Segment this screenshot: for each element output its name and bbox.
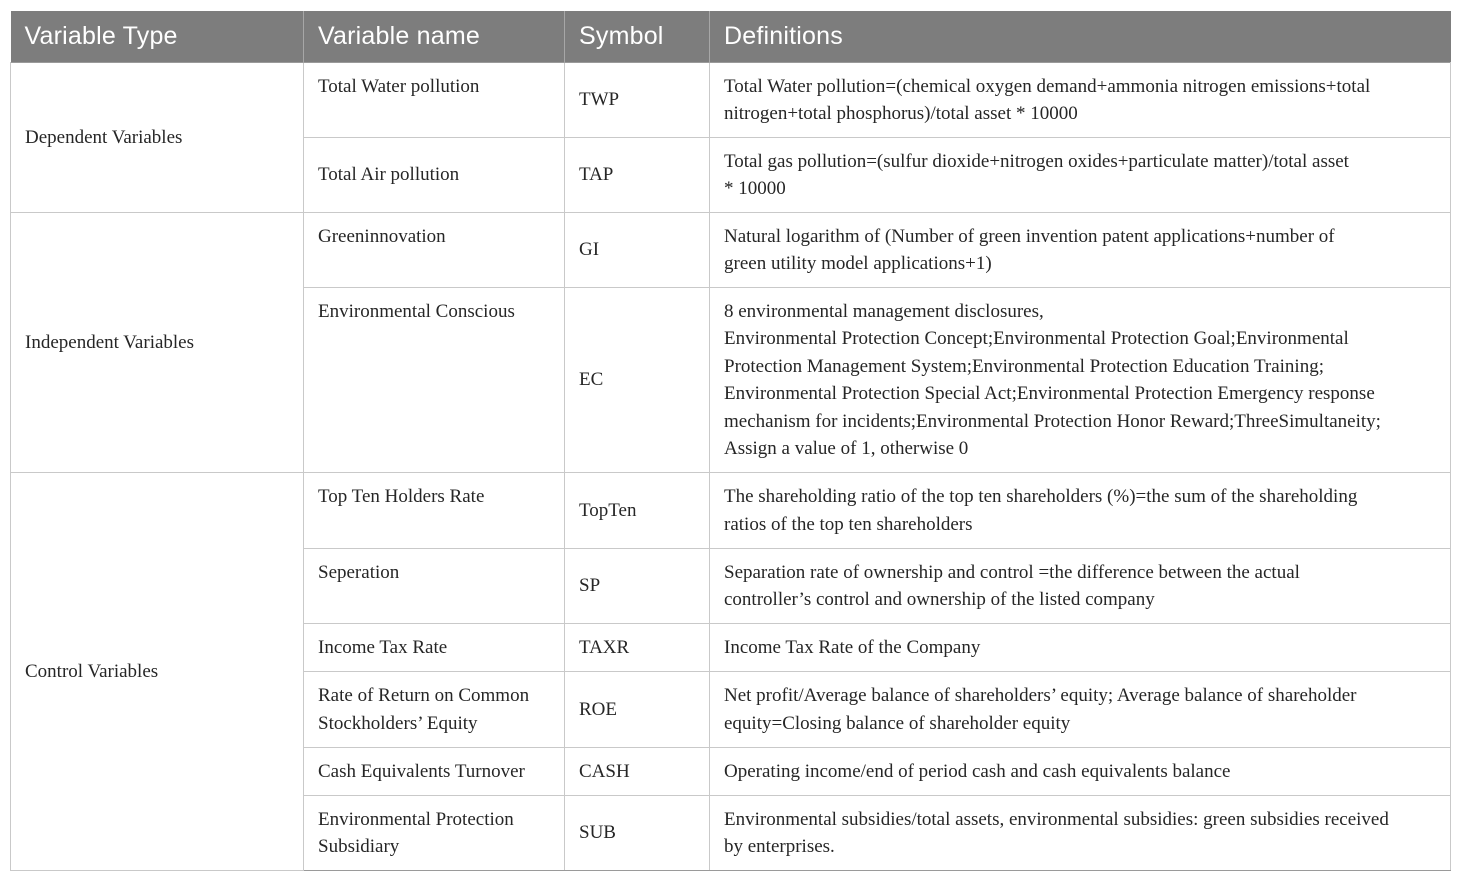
table-row <box>11 473 1451 549</box>
symbol-cell: TAP <box>565 138 710 213</box>
variable-type-cell: Control Variables <box>11 473 304 871</box>
definition-cell <box>710 549 1451 624</box>
symbol-cell: EC <box>565 288 710 473</box>
variable-type-cell: Independent Variables <box>11 213 304 473</box>
variable-name-cell: Top Ten Holders Rate <box>304 473 565 549</box>
definition-line: * 10000 <box>724 178 786 199</box>
symbol-cell: TopTen <box>565 473 710 549</box>
variable-name-cell: Environmental Conscious <box>304 288 565 473</box>
definition-line: mechanism for incidents;Environmental Protection Honor Reward;ThreeSimultaneity; <box>724 410 1381 432</box>
definition-line: Income Tax Rate of the Company <box>724 636 981 658</box>
header-variable-name: Variable name <box>304 11 565 63</box>
definition-cell <box>710 624 1451 672</box>
definition-line: Separation rate of ownership and control =the difference between the actual <box>724 561 1300 583</box>
definition-cell <box>710 672 1451 748</box>
definition-cell <box>710 796 1451 871</box>
definition-line: Environmental Protection Concept;Environmental Protection Goal;Environmental <box>724 328 1349 349</box>
definition-line: Protection Management System;Environmental Protection Education Training; <box>724 355 1324 377</box>
variable-name-cell: Greeninnovation <box>304 213 565 288</box>
variable-name-cell: Total Air pollution <box>304 138 565 213</box>
variable-name-cell: Cash Equivalents Turnover <box>304 748 565 796</box>
definition-cell <box>710 213 1451 288</box>
table-row <box>11 63 1451 138</box>
symbol-cell: GI <box>565 213 710 288</box>
header-definitions: Definitions <box>710 11 1451 63</box>
definition-line: Assign a value of 1, otherwise 0 <box>724 438 969 459</box>
definition-line: 8 environmental management disclosures, <box>724 300 1044 322</box>
variable-name-cell: Environmental Protection Subsidiary <box>304 796 565 871</box>
table-header <box>11 11 1451 63</box>
symbol-cell: TAXR <box>565 624 710 672</box>
variable-name-cell: Rate of Return on Common Stockholders’ Equity <box>304 672 565 748</box>
variable-name-cell: Seperation <box>304 549 565 624</box>
header-symbol: Symbol <box>565 11 710 63</box>
symbol-cell: TWP <box>565 63 710 138</box>
definition-line: equity=Closing balance of shareholder equity <box>724 712 1071 734</box>
symbol-cell: SUB <box>565 796 710 871</box>
definition-cell <box>710 288 1451 473</box>
definition-line: green utility model applications+1) <box>724 253 992 274</box>
definition-line: Total gas pollution=(sulfur dioxide+nitrogen oxides+particulate matter)/total asset <box>724 150 1349 172</box>
symbol-cell: ROE <box>565 672 710 748</box>
symbol-cell: SP <box>565 549 710 624</box>
table-body <box>11 63 1451 871</box>
definition-cell <box>710 473 1451 549</box>
definition-line: by enterprises. <box>724 836 835 857</box>
definition-line: nitrogen+total phosphorus)/total asset * 10000 <box>724 103 1078 124</box>
definition-line: controller’s control and ownership of the listed company <box>724 589 1155 610</box>
definition-line: ratios of the top ten shareholders <box>724 513 973 535</box>
table-row <box>11 213 1451 288</box>
variables-table <box>10 11 1451 871</box>
definition-line: Net profit/Average balance of shareholders’ equity; Average balance of shareholder <box>724 685 1357 706</box>
header-row <box>11 11 1451 63</box>
variable-name-cell: Total Water pollution <box>304 63 565 138</box>
definition-line: Operating income/end of period cash and cash equivalents balance <box>724 760 1231 782</box>
symbol-cell: CASH <box>565 748 710 796</box>
definition-cell <box>710 138 1451 213</box>
variables-table-container <box>10 11 1450 871</box>
definition-line: Environmental Protection Special Act;Environmental Protection Emergency response <box>724 383 1375 404</box>
definition-line: Natural logarithm of (Number of green invention patent applications+number of <box>724 225 1335 247</box>
definition-line: Environmental subsidies/total assets, environmental subsidies: green subsidies received <box>724 808 1389 830</box>
definition-cell <box>710 748 1451 796</box>
variable-type-cell: Dependent Variables <box>11 63 304 213</box>
definition-line: Total Water pollution=(chemical oxygen demand+ammonia nitrogen emissions+total <box>724 75 1371 97</box>
definition-line: The shareholding ratio of the top ten shareholders (%)=the sum of the shareholding <box>724 486 1358 507</box>
header-variable-type: Variable Type <box>11 11 304 63</box>
variable-name-cell: Income Tax Rate <box>304 624 565 672</box>
definition-cell <box>710 63 1451 138</box>
